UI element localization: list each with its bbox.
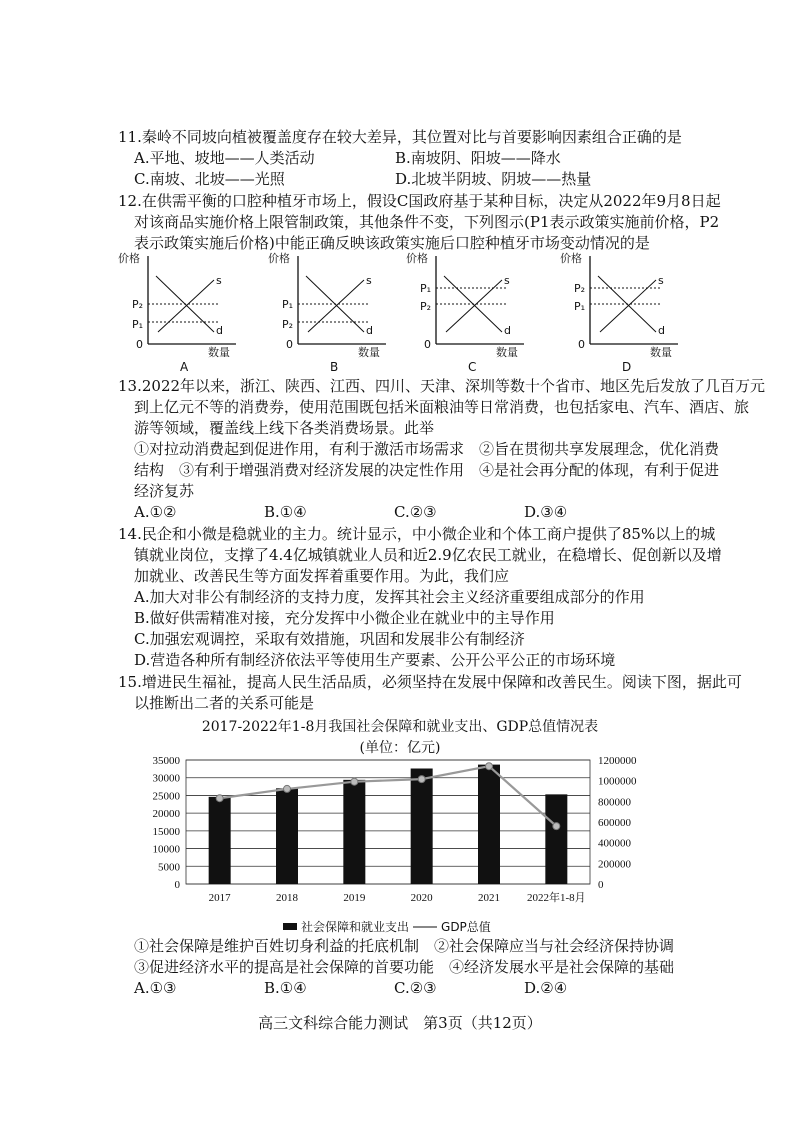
graph-a-quantity-label: 数量 xyxy=(208,346,230,359)
q13-line-5: 结构 ③有利于增强消费对经济发展的决定性作用 ④是社会再分配的体现，有利于促进 xyxy=(134,461,720,479)
chart-subtitle: (单位：亿元) xyxy=(359,740,441,756)
right-tick-label: 0 xyxy=(598,879,604,891)
q13-line-3: 游等领域，覆盖线上线下各类消费场景。此举 xyxy=(134,419,435,437)
left-tick-label: 0 xyxy=(174,879,180,891)
graph-b-price-label: 价格 xyxy=(268,252,290,265)
gdp-point xyxy=(284,785,291,792)
q14-line-2: 镇就业岗位，支撑了4.4亿城镇就业人员和近2.9亿农民工就业，在稳增长、促创新以及增 xyxy=(134,546,722,564)
graph-d xyxy=(560,251,678,359)
graph-d-p2-label: P₂ xyxy=(574,282,586,295)
graph-d-letter: D xyxy=(622,360,632,374)
chart-title: 2017-2022年1-8月我国社会保障和就业支出、GDP总值情况表 xyxy=(201,719,599,735)
graph-a-p1-label: P₁ xyxy=(132,318,144,331)
graph-b-supply-label: s xyxy=(366,274,372,287)
graph-a xyxy=(118,251,236,359)
q15-line-2: 以推断出二者的关系可能是 xyxy=(134,694,315,712)
graph-c xyxy=(406,251,524,359)
graph-d-quantity-label: 数量 xyxy=(650,346,672,359)
q13-line-2: 到上亿元不等的消费券，使用范围既包括米面粮油等日常消费，也包括家电、汽车、酒店、旅 xyxy=(134,398,750,416)
q12-line-1: 12.在供需平衡的口腔种植牙市场上，假设C国政府基于某种目标，决定从2022年9月8日起 xyxy=(118,192,721,210)
graph-c-origin: 0 xyxy=(424,338,431,351)
right-tick-label: 600000 xyxy=(598,817,631,829)
graph-a-demand-label: d xyxy=(216,324,223,337)
graph-b xyxy=(268,251,386,359)
q13-line-4: ①对拉动消费起到促进作用，有利于激活市场需求 ②旨在贯彻共享发展理念，优化消费 xyxy=(134,440,720,458)
bar-social-security xyxy=(545,794,567,884)
graph-b-p1-label: P₁ xyxy=(282,298,294,311)
graph-c-quantity-label: 数量 xyxy=(496,346,518,359)
left-tick-label: 30000 xyxy=(152,772,180,785)
graph-b-quantity-label: 数量 xyxy=(358,346,380,359)
right-tick-label: 800000 xyxy=(598,796,631,809)
bar-social-security xyxy=(276,788,298,884)
legend-series-2: GDP总值 xyxy=(441,920,491,934)
x-tick-label: 2018 xyxy=(276,892,298,904)
bar-social-security xyxy=(411,769,433,884)
left-tick-label: 5000 xyxy=(158,861,180,874)
q12-line-2: 对该商品实施价格上限管制政策，其他条件不变，下列图示(P1表示政策实施前价格，P2 xyxy=(134,213,720,231)
page-footer: 高三文科综合能力测试 第3页（共12页） xyxy=(258,1014,542,1032)
q15-line-1: 15.增进民生福祉，提高人民生活品质，必须坚持在发展中保障和改善民生。阅读下图，据此可 xyxy=(118,673,742,691)
graph-b-demand-label: d xyxy=(366,324,373,337)
graph-a-p2-label: P₂ xyxy=(132,298,144,311)
bar-social-security xyxy=(209,797,231,884)
q13-option-c: C.②③ xyxy=(394,503,437,521)
gdp-point xyxy=(216,795,223,802)
q11-stem: 11.秦岭不同坡向植被覆盖度存在较大差异，其位置对比与首要影响因素组合正确的是 xyxy=(118,128,682,146)
q13-option-b: B.①④ xyxy=(264,503,307,521)
graph-c-price-label: 价格 xyxy=(406,252,428,265)
graph-d-demand-label: d xyxy=(658,324,665,337)
left-tick-label: 20000 xyxy=(152,808,180,821)
q13-option-a: A.①② xyxy=(134,503,177,521)
q13-line-1: 13.2022年以来，浙江、陕西、江西、四川、天津、深圳等数十个省市、地区先后发放了几百万元 xyxy=(118,377,766,395)
q11-option-d: D.北坡半阴坡、阴坡——热量 xyxy=(395,170,592,188)
q14-line-3: 加就业、改善民生等方面发挥着重要作用。为此，我们应 xyxy=(134,567,510,585)
graph-c-p2-label: P₂ xyxy=(420,300,432,313)
graph-c-demand-label: d xyxy=(504,324,511,337)
graph-c-supply-label: s xyxy=(504,274,510,287)
q13-option-d: D.③④ xyxy=(524,503,568,521)
graph-a-price-label: 价格 xyxy=(118,252,140,265)
q13-line-6: 经济复苏 xyxy=(134,482,195,500)
q12-line-3: 表示政策实施后价格)中能正确反映该政策实施后口腔种植牙市场变动情况的是 xyxy=(134,234,650,252)
gdp-point xyxy=(553,823,560,830)
graph-a-letter: A xyxy=(180,360,189,374)
supply-demand-graphs xyxy=(0,248,800,360)
graph-c-letter: C xyxy=(468,360,477,374)
q11-option-b: B.南坡阴、阳坡——降水 xyxy=(395,149,561,167)
q14-option-b: B.做好供需精准对接，充分发挥中小微企业在就业中的主导作用 xyxy=(134,609,555,627)
left-tick-label: 15000 xyxy=(152,825,180,838)
right-tick-label: 400000 xyxy=(598,837,631,850)
graph-b-letter: B xyxy=(330,360,339,374)
q11-option-c: C.南坡、北坡——光照 xyxy=(134,170,285,188)
legend-bar-swatch xyxy=(283,923,297,930)
plot-frame xyxy=(186,760,590,884)
graph-b-origin: 0 xyxy=(286,338,293,351)
x-tick-label: 2021 xyxy=(478,892,500,904)
graph-a-origin: 0 xyxy=(136,338,143,351)
left-tick-label: 35000 xyxy=(152,755,180,767)
graph-d-p1-label: P₁ xyxy=(574,300,586,313)
q15-option-d: D.②④ xyxy=(524,979,568,997)
graph-d-origin: 0 xyxy=(578,338,585,351)
q14-option-a: A.加大对非公有制经济的支持力度，发挥其社会主义经济重要组成部分的作用 xyxy=(134,588,645,606)
bar-social-security xyxy=(343,780,365,884)
right-tick-label: 200000 xyxy=(598,858,631,871)
q14-option-d: D.营造各种所有制经济依法平等使用生产要素、公开公平公正的市场环境 xyxy=(134,651,616,669)
q14-option-c: C.加强宏观调控，采取有效措施，巩固和发展非公有制经济 xyxy=(134,630,525,648)
legend-series-1: 社会保障和就业支出 xyxy=(301,920,410,934)
x-tick-label: 2020 xyxy=(410,892,433,904)
q11-option-a: A.平地、坡地——人类活动 xyxy=(134,149,315,167)
graph-b-p2-label: P₂ xyxy=(282,318,294,331)
x-tick-label: 2022年1-8月 xyxy=(526,892,586,904)
chart-legend xyxy=(283,918,491,935)
bar-social-security xyxy=(478,765,500,884)
legend-line-swatch xyxy=(413,926,437,928)
gdp-point xyxy=(351,778,358,785)
chart-figure xyxy=(0,750,800,910)
x-tick-label: 2017 xyxy=(208,892,231,904)
graph-a-supply-label: s xyxy=(216,274,222,287)
gdp-line-path xyxy=(220,766,557,826)
q15-option-b: B.①④ xyxy=(264,979,307,997)
left-tick-label: 10000 xyxy=(152,843,180,856)
right-tick-label: 1200000 xyxy=(598,755,637,767)
q15-option-a: A.①③ xyxy=(134,979,177,997)
q14-line-1: 14.民企和小微是稳就业的主力。统计显示，中小微企业和个体工商户提供了85%以上的城 xyxy=(118,525,716,543)
gdp-point xyxy=(486,763,493,770)
graph-d-price-label: 价格 xyxy=(560,252,582,265)
gdp-point xyxy=(418,776,425,783)
q15-statement-2: ③促进经济水平的提高是社会保障的首要功能 ④经济发展水平是社会保障的基础 xyxy=(134,958,675,976)
graph-c-p1-label: P₁ xyxy=(420,282,432,295)
right-tick-label: 1000000 xyxy=(598,775,637,788)
q15-statement-1: ①社会保障是维护百姓切身利益的托底机制 ②社会保障应当与社会经济保持协调 xyxy=(134,937,675,955)
q15-option-c: C.②③ xyxy=(394,979,437,997)
left-tick-label: 25000 xyxy=(152,790,180,803)
graph-d-supply-label: s xyxy=(658,274,664,287)
x-tick-label: 2019 xyxy=(343,892,366,904)
